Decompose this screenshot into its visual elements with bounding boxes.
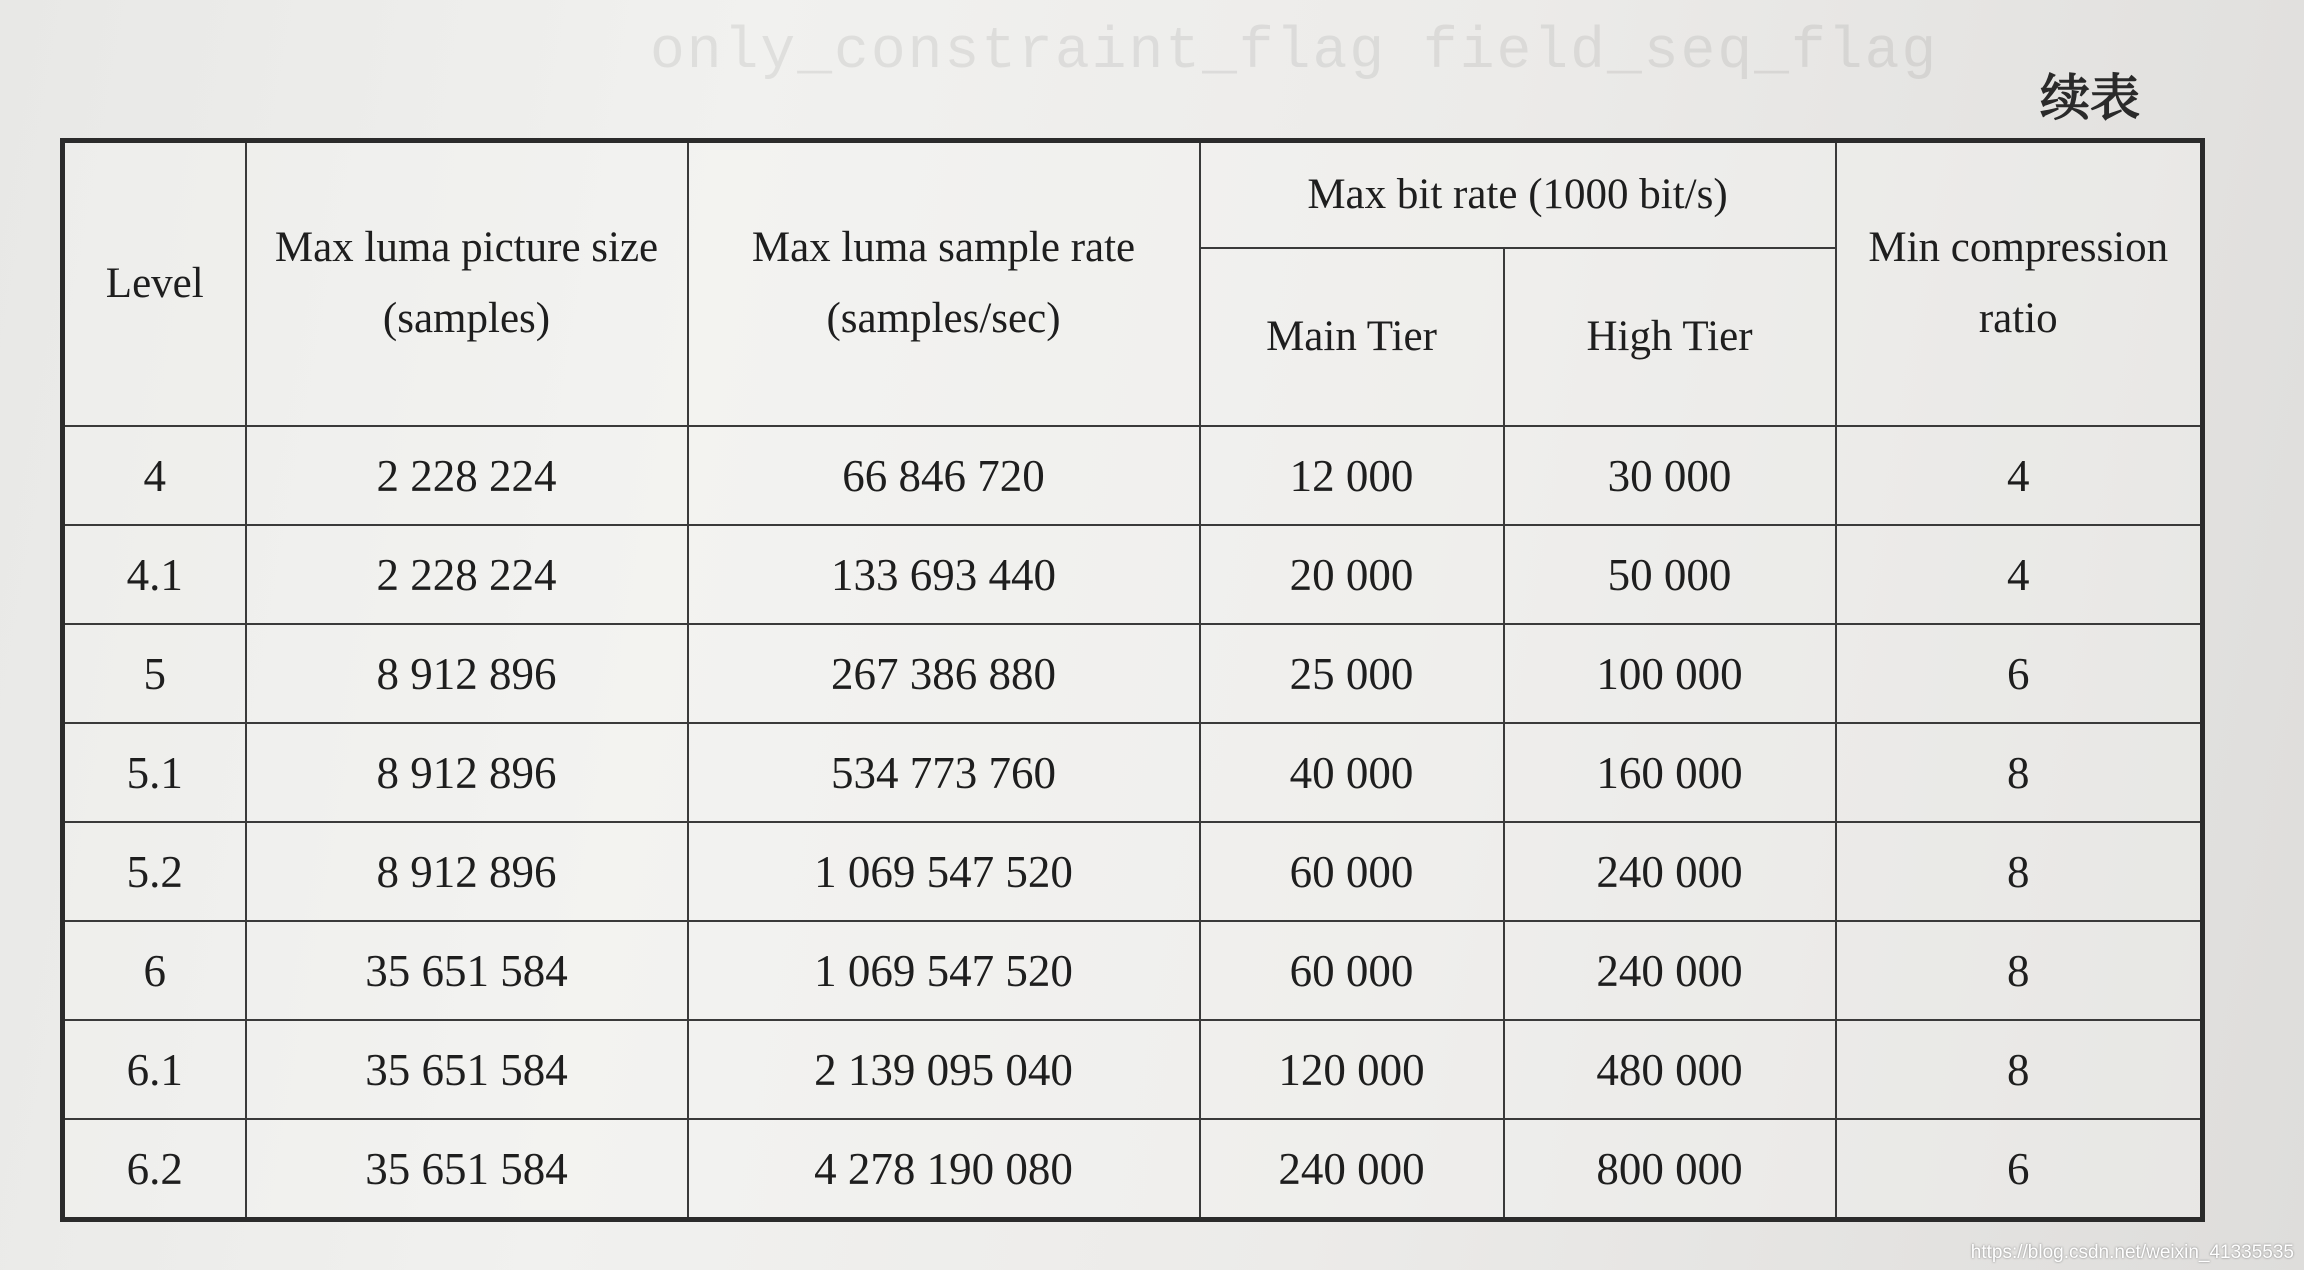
header-max-luma-picture-size: Max luma picture size (samples) — [246, 141, 688, 427]
header-level: Level — [63, 141, 246, 427]
cell-high-tier: 240 000 — [1504, 921, 1836, 1020]
cell-picture-size: 35 651 584 — [246, 1119, 688, 1220]
levels-table — [60, 138, 2205, 1222]
bleed-through-text: only_constraint_flag field_seq_flag — [650, 20, 1939, 85]
cell-sample-rate: 1 069 547 520 — [688, 921, 1200, 1020]
cell-level: 5.2 — [63, 822, 246, 921]
cell-compression: 6 — [1836, 624, 2203, 723]
table-row — [63, 1020, 2203, 1119]
cell-main-tier: 20 000 — [1200, 525, 1504, 624]
cell-picture-size: 8 912 896 — [246, 624, 688, 723]
cell-main-tier: 240 000 — [1200, 1119, 1504, 1220]
cell-sample-rate: 267 386 880 — [688, 624, 1200, 723]
cell-picture-size: 35 651 584 — [246, 921, 688, 1020]
cell-compression: 6 — [1836, 1119, 2203, 1220]
cell-main-tier: 60 000 — [1200, 822, 1504, 921]
cell-main-tier: 120 000 — [1200, 1020, 1504, 1119]
cell-picture-size: 8 912 896 — [246, 723, 688, 822]
cell-compression: 8 — [1836, 921, 2203, 1020]
watermark-url: https://blog.csdn.net/weixin_41335535 — [1970, 1242, 2294, 1263]
cell-main-tier: 40 000 — [1200, 723, 1504, 822]
header-row-top — [63, 141, 2203, 249]
cell-compression: 8 — [1836, 1020, 2203, 1119]
cell-picture-size: 35 651 584 — [246, 1020, 688, 1119]
header-max-bit-rate: Max bit rate (1000 bit/s) — [1200, 141, 1836, 249]
cell-level: 6.2 — [63, 1119, 246, 1220]
cell-level: 6.1 — [63, 1020, 246, 1119]
cell-compression: 4 — [1836, 525, 2203, 624]
cell-sample-rate: 4 278 190 080 — [688, 1119, 1200, 1220]
continued-table-label: 续表 — [2040, 69, 2140, 127]
cell-sample-rate: 534 773 760 — [688, 723, 1200, 822]
header-main-tier: Main Tier — [1200, 248, 1504, 426]
header-max-luma-sample-rate: Max luma sample rate (samples/sec) — [688, 141, 1200, 427]
header-min-compression-ratio: Min compression ratio — [1836, 141, 2203, 427]
cell-picture-size: 8 912 896 — [246, 822, 688, 921]
cell-compression: 8 — [1836, 723, 2203, 822]
cell-level: 5.1 — [63, 723, 246, 822]
table-row — [63, 921, 2203, 1020]
cell-level: 4 — [63, 426, 246, 525]
cell-main-tier: 25 000 — [1200, 624, 1504, 723]
cell-sample-rate: 133 693 440 — [688, 525, 1200, 624]
cell-high-tier: 30 000 — [1504, 426, 1836, 525]
table-row — [63, 426, 2203, 525]
cell-picture-size: 2 228 224 — [246, 525, 688, 624]
cell-high-tier: 800 000 — [1504, 1119, 1836, 1220]
cell-main-tier: 60 000 — [1200, 921, 1504, 1020]
table-row — [63, 1119, 2203, 1220]
table-row — [63, 525, 2203, 624]
cell-compression: 4 — [1836, 426, 2203, 525]
cell-main-tier: 12 000 — [1200, 426, 1504, 525]
cell-picture-size: 2 228 224 — [246, 426, 688, 525]
table-row — [63, 723, 2203, 822]
header-high-tier: High Tier — [1504, 248, 1836, 426]
cell-high-tier: 50 000 — [1504, 525, 1836, 624]
cell-level: 6 — [63, 921, 246, 1020]
cell-high-tier: 100 000 — [1504, 624, 1836, 723]
cell-sample-rate: 66 846 720 — [688, 426, 1200, 525]
cell-sample-rate: 1 069 547 520 — [688, 822, 1200, 921]
cell-high-tier: 240 000 — [1504, 822, 1836, 921]
cell-level: 4.1 — [63, 525, 246, 624]
cell-sample-rate: 2 139 095 040 — [688, 1020, 1200, 1119]
table-row — [63, 822, 2203, 921]
cell-high-tier: 160 000 — [1504, 723, 1836, 822]
cell-level: 5 — [63, 624, 246, 723]
cell-high-tier: 480 000 — [1504, 1020, 1836, 1119]
cell-compression: 8 — [1836, 822, 2203, 921]
table-row — [63, 624, 2203, 723]
